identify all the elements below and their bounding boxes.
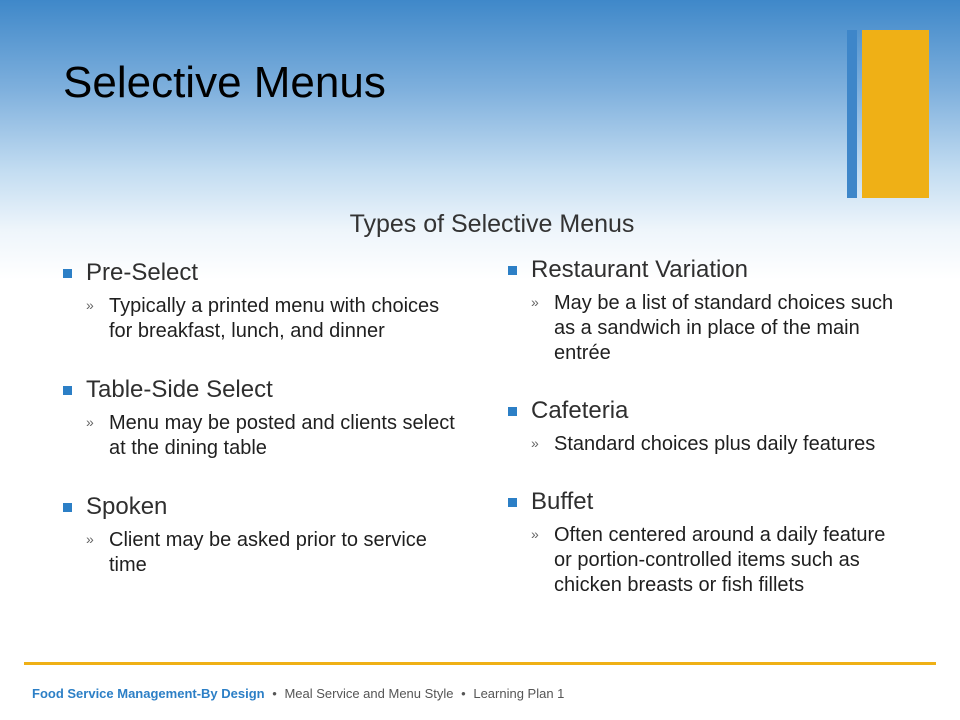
menu-type-heading: Buffet (531, 488, 594, 515)
footer-learning-plan: Learning Plan 1 (473, 686, 565, 701)
menu-type-buffet (508, 487, 908, 598)
slide-title: Selective Menus (63, 58, 386, 107)
menu-type-heading: Restaurant Variation (531, 256, 749, 283)
footer-course-topic: Meal Service and Menu Style (284, 686, 454, 701)
square-bullet-icon (63, 503, 72, 512)
chevron-bullet-icon: » (86, 297, 94, 313)
square-bullet-icon (508, 498, 517, 507)
accent-bar-blue (847, 30, 857, 198)
menu-type-detail: May be a list of standard choices such as a sandwich in place of the main entrée (554, 292, 894, 364)
square-bullet-icon (508, 407, 517, 416)
footer-separator: • (461, 686, 466, 701)
menu-type-heading: Spoken (86, 493, 168, 520)
menu-type-detail: Typically a printed menu with choices for breakfast, lunch, and dinner (109, 295, 440, 342)
chevron-bullet-icon: » (531, 294, 539, 310)
slide-subtitle: Types of Selective Menus (349, 210, 635, 238)
menu-type-detail: Often centered around a daily feature or portion-controlled items such as chicken breasts or fish fillets (554, 524, 886, 596)
footer-separator: • (272, 686, 277, 701)
footer-divider (24, 662, 936, 665)
menu-type-detail: Client may be asked prior to service time (109, 529, 427, 576)
menu-type-spoken (63, 492, 463, 578)
menu-type-heading: Cafeteria (531, 397, 629, 424)
chevron-bullet-icon: » (531, 435, 539, 451)
menu-type-heading: Table-Side Select (86, 376, 273, 403)
chevron-bullet-icon: » (531, 526, 539, 542)
chevron-bullet-icon: » (86, 531, 94, 547)
square-bullet-icon (63, 386, 72, 395)
footer-brand: Food Service Management-By Design (32, 686, 265, 701)
menu-type-table-side-select (63, 375, 463, 461)
square-bullet-icon (63, 269, 72, 278)
square-bullet-icon (508, 266, 517, 275)
menu-type-restaurant-variation (508, 255, 908, 366)
accent-bar-gold (862, 30, 929, 198)
menu-type-heading: Pre-Select (86, 259, 199, 286)
footer (32, 686, 564, 701)
menu-type-detail: Menu may be posted and clients select at the dining table (109, 412, 455, 459)
menu-type-cafeteria (508, 396, 908, 457)
menu-type-pre-select (63, 258, 463, 344)
chevron-bullet-icon: » (86, 414, 94, 430)
right-column (508, 255, 908, 628)
menu-type-detail: Standard choices plus daily features (554, 433, 876, 455)
left-column (63, 258, 463, 609)
